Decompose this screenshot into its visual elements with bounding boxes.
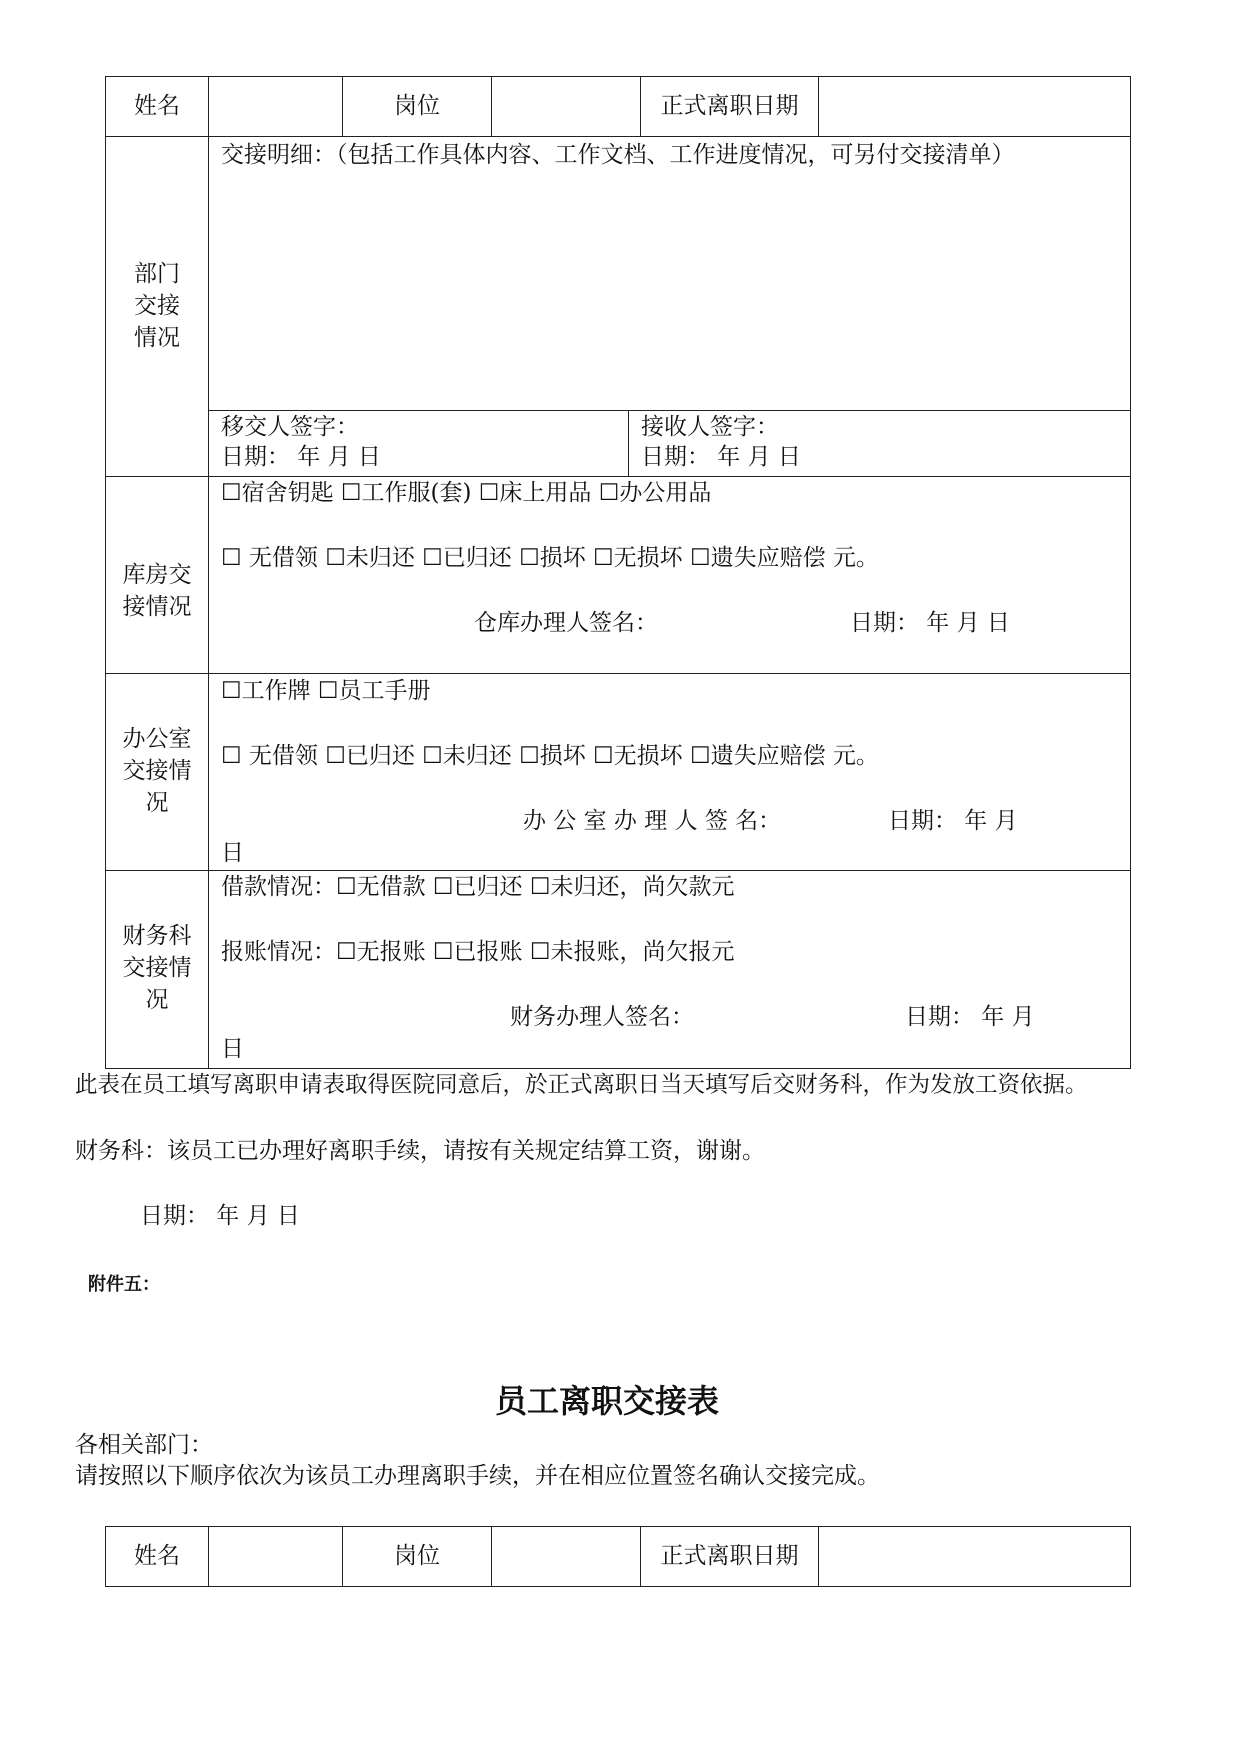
leave-date-field[interactable] <box>820 78 1129 134</box>
leave-date-label: 正式离职日期 <box>660 93 799 119</box>
handover-detail-label: 交接明细：（包括工作具体内容、工作文档、工作进度情况，可另付交接清单） <box>221 142 1015 168</box>
finance-handler-label: 财务办理人签名： <box>510 1004 694 1030</box>
warehouse-handler-label: 仓库办理人签名： <box>474 610 658 636</box>
office-handler-label: 办 公 室 办 理 人 签 名： <box>523 808 782 834</box>
warehouse-status[interactable]: ☐ 无借领 ☐未归还 ☐已归还 ☐损坏 ☐无损坏 ☐遗失应赔偿 元。 <box>221 545 879 571</box>
name-label: 姓名 <box>134 1543 180 1569</box>
row-divider <box>105 870 1131 871</box>
col-divider <box>491 1526 492 1587</box>
post-field[interactable] <box>493 1528 638 1585</box>
dept-handover-label: 部门 交接 情况 <box>134 261 180 351</box>
finance-note: 财务科：该员工已办理好离职手续，请按有关规定结算工资，谢谢。 <box>75 1138 765 1164</box>
intro-line-2: 请按照以下顺序依次为该员工办理离职手续，并在相应位置签名确认交接完成。 <box>75 1463 880 1489</box>
submission-note: 此表在员工填写离职申请表取得医院同意后，於正式离职日当天填写后交财务科，作为发放工资依据。 <box>75 1072 1088 1098</box>
col-divider <box>208 1526 209 1587</box>
row-divider <box>208 410 1131 411</box>
leave-date-label: 正式离职日期 <box>660 1543 799 1569</box>
warehouse-date-label: 日期： 年 月 日 <box>850 610 1010 636</box>
transfer-sign-label: 移交人签字： <box>221 414 359 440</box>
col-divider <box>208 76 209 1069</box>
warehouse-items[interactable]: ☐宿舍钥匙 ☐工作服(套) ☐床上用品 ☐办公用品 <box>221 480 712 506</box>
attachment-label: 附件五： <box>88 1274 160 1295</box>
page-title: 员工离职交接表 <box>495 1382 720 1420</box>
office-date-day: 日 <box>221 840 244 866</box>
handover-detail-area[interactable] <box>212 172 1127 406</box>
col-divider <box>818 76 819 136</box>
row-divider <box>105 136 1131 137</box>
office-items[interactable]: ☐工作牌 ☐员工手册 <box>221 678 431 704</box>
office-date-label: 日期： 年 月 <box>888 808 1018 834</box>
leave-date-field[interactable] <box>820 1528 1129 1585</box>
finance-date-day: 日 <box>221 1036 244 1062</box>
finance-date-label: 日期： 年 月 <box>905 1004 1035 1030</box>
loan-status[interactable]: 借款情况：☐无借款 ☐已归还 ☐未归还，尚欠款元 <box>221 874 735 900</box>
office-status[interactable]: ☐ 无借领 ☐已归还 ☐未归还 ☐损坏 ☐无损坏 ☐遗失应赔偿 元。 <box>221 743 879 769</box>
row-divider <box>105 476 1131 477</box>
post-label: 岗位 <box>394 1543 440 1569</box>
receive-date-label: 日期： 年 月 日 <box>641 444 801 470</box>
intro-line-1: 各相关部门： <box>75 1432 213 1458</box>
receive-sign-label: 接收人签字： <box>641 414 779 440</box>
name-label: 姓名 <box>134 93 180 119</box>
warehouse-handover-label: 库房交 接情况 <box>122 562 192 620</box>
row-divider <box>105 673 1131 674</box>
note-date: 日期： 年 月 日 <box>140 1203 300 1229</box>
office-handover-label: 办公室 交接情 况 <box>122 726 192 816</box>
reimburse-status[interactable]: 报账情况：☐无报账 ☐已报账 ☐未报账，尚欠报元 <box>221 939 735 965</box>
name-field[interactable] <box>210 78 340 134</box>
name-field[interactable] <box>210 1528 340 1585</box>
post-label: 岗位 <box>394 93 440 119</box>
col-divider <box>818 1526 819 1587</box>
finance-handover-label: 财务科 交接情 况 <box>122 923 192 1013</box>
col-divider <box>491 76 492 136</box>
col-divider <box>628 410 629 476</box>
transfer-date-label: 日期： 年 月 日 <box>221 444 381 470</box>
post-field[interactable] <box>493 78 638 134</box>
